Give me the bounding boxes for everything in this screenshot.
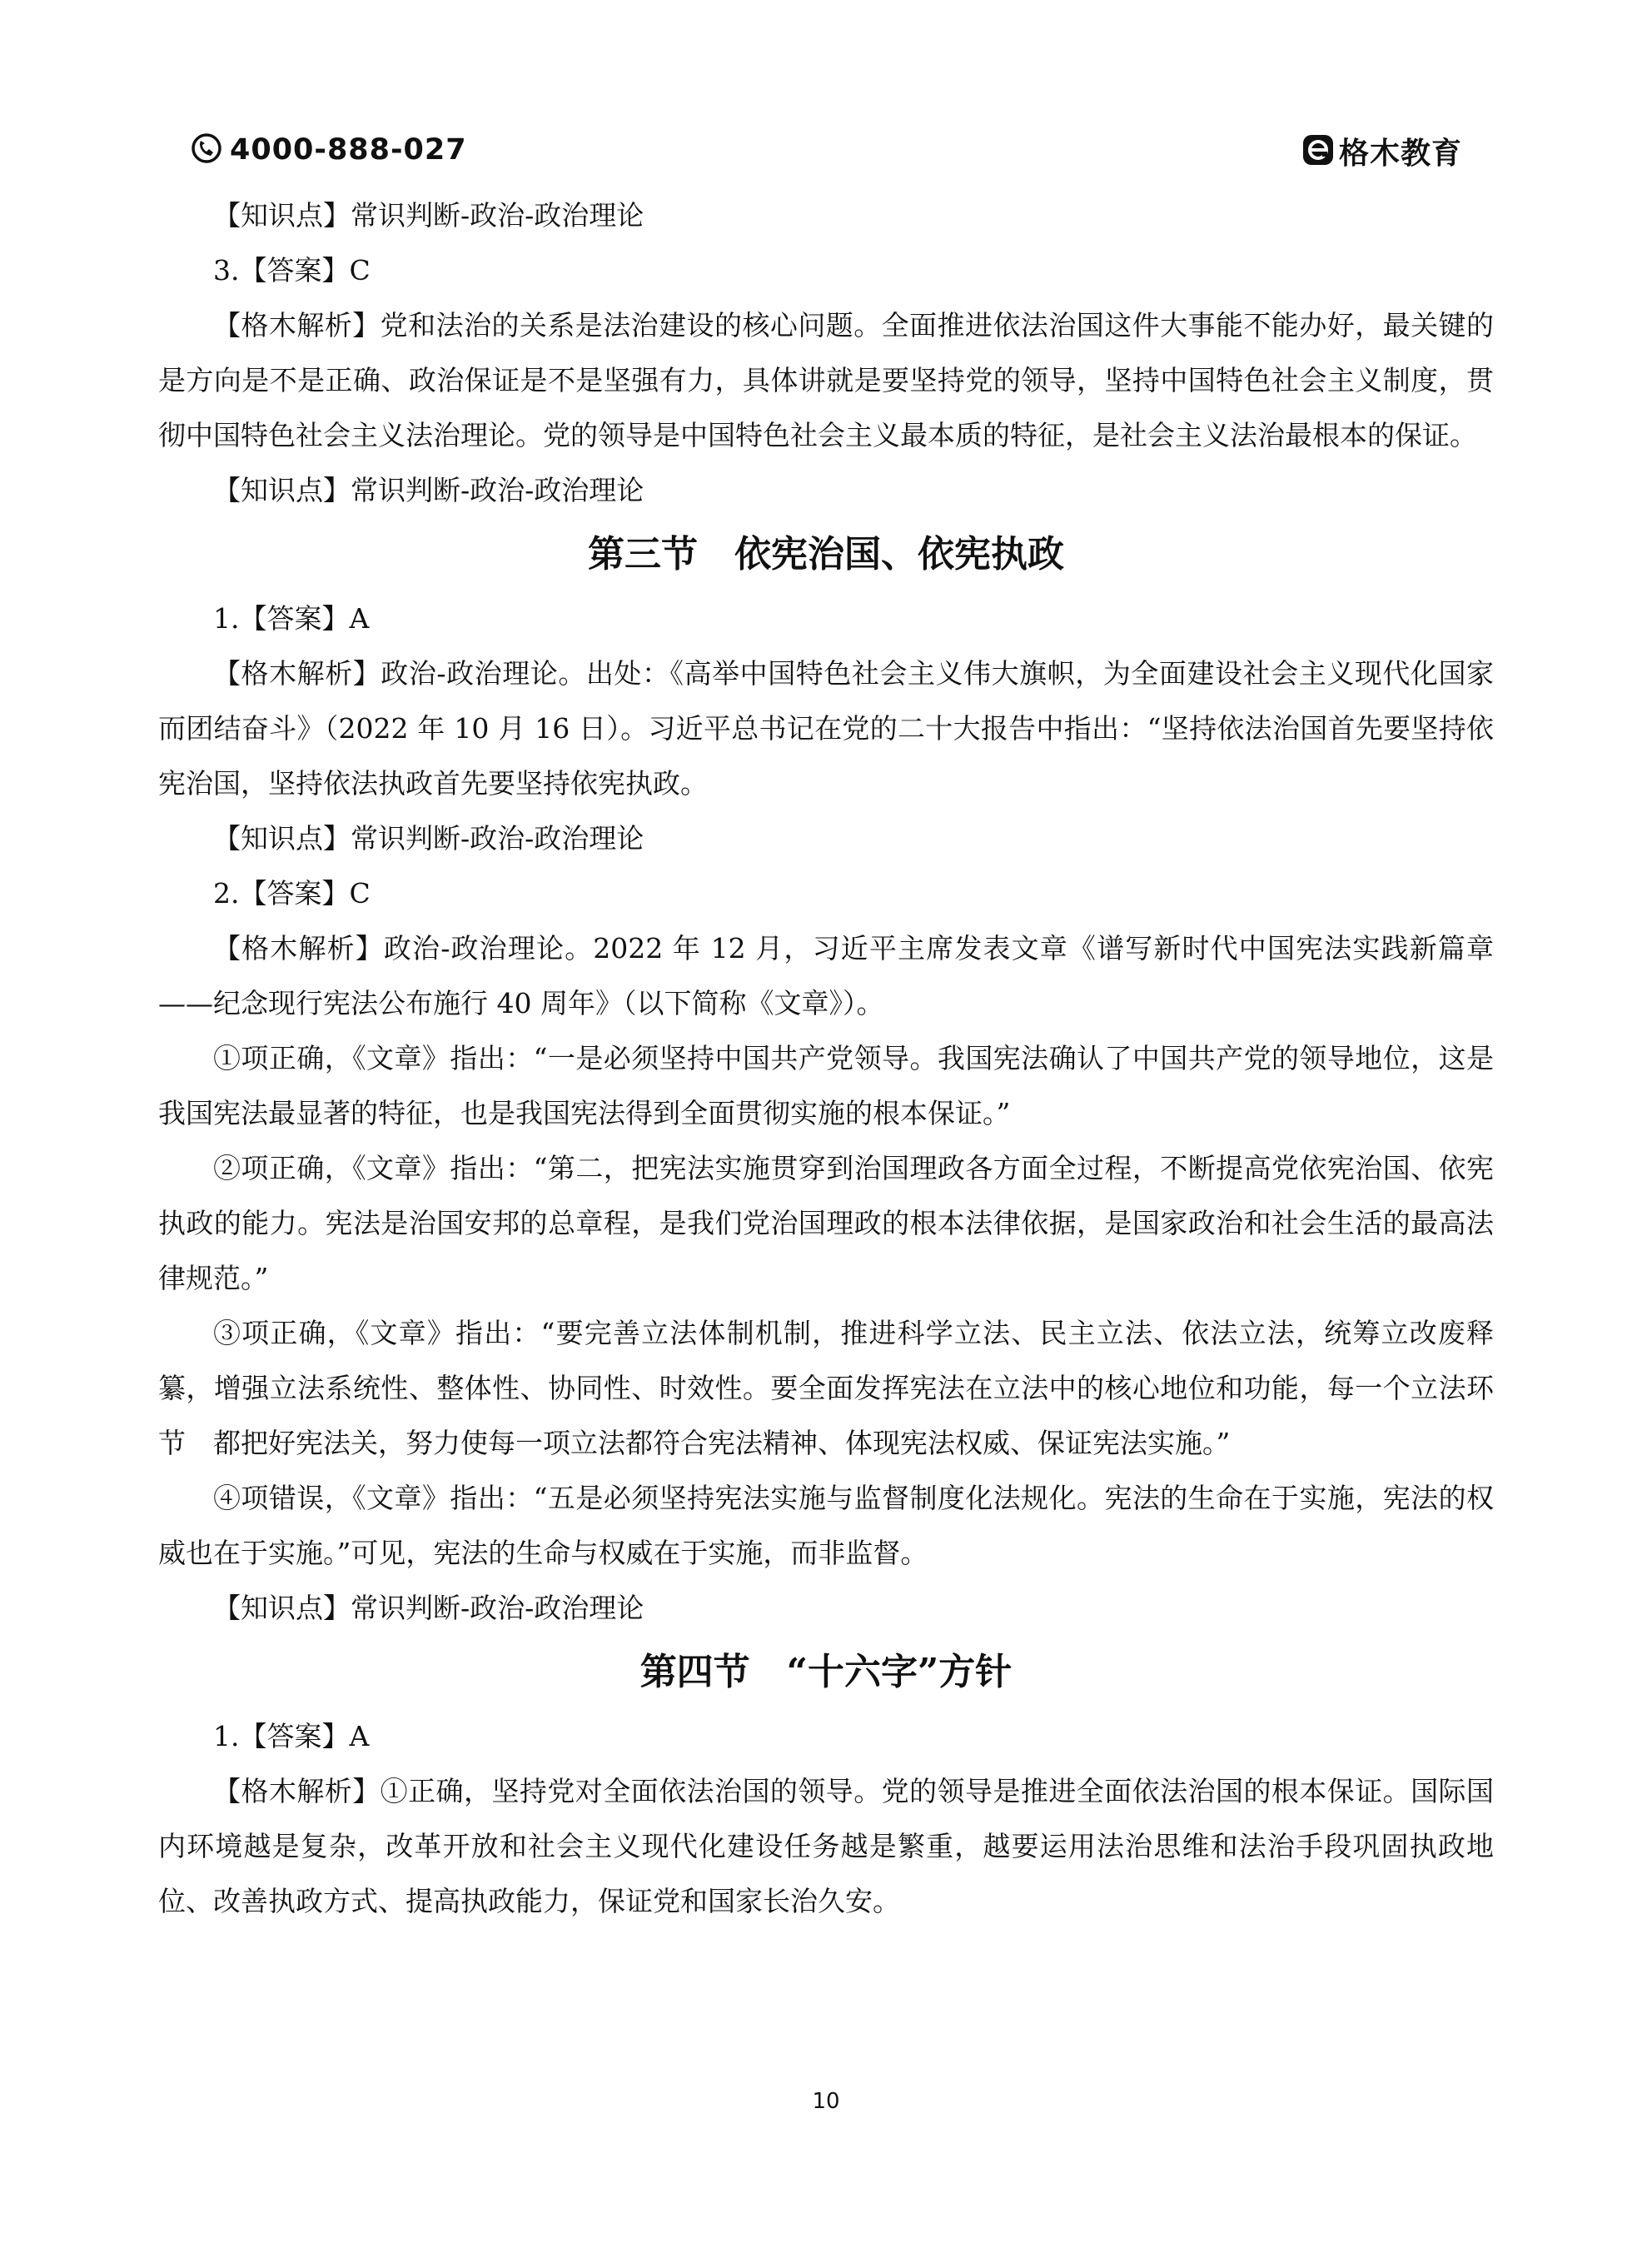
paragraph: ①项正确，《文章》指出：“一是必须坚持中国共产党领导。我国宪法确认了中国共产党的领导地位，这是我国宪法最显著的特征，也是我国宪法得到全面贯彻实施的根本保证。”: [158, 1042, 1494, 1129]
document-body: [158, 188, 1494, 1929]
paragraph: 【知识点】常识判断-政治-政治理论: [213, 1592, 644, 1624]
paragraph: 1.【答案】A: [213, 1720, 370, 1752]
hotline: [190, 132, 467, 168]
paragraph: ②项正确，《文章》指出：“第二，把宪法实施贯穿到治国理政各方面全过程，不断提高党依宪治国、依宪执政的能力。宪法是治国安邦的总章程，是我们党治国理政的根本法律依据，是国家政治和社会生活的最高法律规范。”: [158, 1152, 1494, 1294]
paragraph: ③项正确，《文章》指出：“要完善立法体制机制，推进科学立法、民主立法、依法立法，统筹立改废释纂，增强立法系统性、整体性、协同性、时效性。要全面发挥宪法在立法中的核心地位和功能，每一个立法环节 都把好宪法关，努力使每一项立法都符合宪法精神、体现宪法权威、保证宪法实施。”: [158, 1317, 1494, 1459]
brand: [1302, 130, 1462, 172]
section-heading: 第三节 依宪治国、依宪执政: [588, 533, 1064, 576]
paragraph: 【格木解析】政治-政治理论。出处：《高举中国特色社会主义伟大旗帜，为全面建设社会主义现代化国家而团结奋斗》（2022 年 10 月 16 日）。习近平总书记在党的二十大报告中指出：“坚持依法治国首先要坚持依宪治国，坚持依法执政首先要坚持依宪执政。: [158, 657, 1494, 800]
paragraph: 【格木解析】党和法治的关系是法治建设的核心问题。全面推进依法治国这件大事能不能办好，最关键的是方向是不是正确、政治保证是不是坚强有力，具体讲就是要坚持党的领导，坚持中国特色社会主义制度，贯彻中国特色社会主义法治理论。党的领导是中国特色社会主义最本质的特征，是社会主义法治最根本的保证。: [158, 309, 1494, 451]
hotline-number: 4000-888-027: [230, 133, 467, 167]
section-heading: 第四节 “十六字”方针: [639, 1651, 1013, 1693]
paragraph: 【知识点】常识判断-政治-政治理论: [213, 474, 644, 506]
paragraph: 1.【答案】A: [213, 602, 370, 635]
brand-logo-icon: [1302, 134, 1334, 169]
paragraph: 【格木解析】①正确，坚持党对全面依法治国的领导。党的领导是推进全面依法治国的根本保证。国际国内环境越是复杂，改革开放和社会主义现代化建设任务越是繁重，越要运用法治思维和法治手段巩固执政地位、改善执政方式、提高执政能力，保证党和国家长治久安。: [158, 1775, 1494, 1917]
paragraph: 【知识点】常识判断-政治-政治理论: [213, 822, 644, 855]
brand-name: 格木教育: [1338, 137, 1462, 171]
paragraph: ④项错误，《文章》指出：“五是必须坚持宪法实施与监督制度化法规化。宪法的生命在于实施，宪法的权威也在于实施。”可见，宪法的生命与权威在于实施，而非监督。: [158, 1482, 1494, 1569]
paragraph: 2.【答案】C: [213, 877, 371, 910]
page-header: [190, 125, 1462, 183]
page-number: 10: [812, 2089, 840, 2114]
paragraph: 【格木解析】政治-政治理论。2022 年 12 月，习近平主席发表文章《谱写新时代中国宪法实践新篇章——纪念现行宪法公布施行 40 周年》（以下简称《文章》）。: [158, 932, 1494, 1019]
phone-icon: [190, 132, 223, 168]
paragraph: 3.【答案】C: [213, 254, 371, 287]
paragraph: 【知识点】常识判断-政治-政治理论: [213, 199, 644, 232]
